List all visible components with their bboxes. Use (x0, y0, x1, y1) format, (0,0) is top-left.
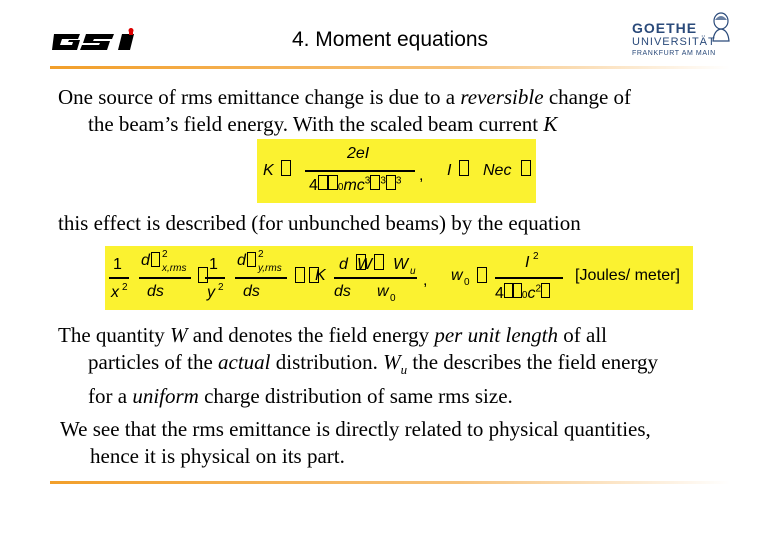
paragraph-1 (58, 84, 748, 138)
text-segment: for a (88, 384, 133, 409)
text-segment: the beam’s field energy. With the scaled beam current (88, 112, 544, 136)
eq-subscript: 0 (390, 293, 396, 304)
text-segment: One source of rms emittance change is due to a (58, 85, 461, 109)
missing-glyph-icon (151, 252, 160, 267)
text-segment: of all (558, 323, 607, 347)
eq-units: [Joules/ meter] (575, 267, 680, 284)
text-segment: distribution. (270, 350, 384, 374)
symbol-subscript: u (400, 362, 408, 378)
paragraph-3 (58, 322, 748, 410)
eq-one: 1 (209, 256, 218, 273)
goethe-logo-name: GOETHE (632, 20, 698, 36)
eq-x: x (111, 284, 119, 301)
page-title: 4. Moment equations (291, 28, 489, 51)
text-emphasis: actual (218, 350, 271, 374)
eq-subscript: y,rms (258, 263, 282, 274)
text-segment: hence it is physical on its part. (90, 444, 345, 468)
missing-glyph-icon (281, 160, 291, 176)
fraction-bar (305, 170, 415, 172)
missing-glyph-icon (374, 254, 384, 270)
goethe-university-logo (632, 10, 732, 66)
text-segment: The quantity (58, 323, 170, 347)
eq-symbol-K: K (263, 162, 274, 179)
text-segment: change of (543, 85, 632, 109)
missing-glyph-icon (504, 283, 513, 298)
eq-superscript: 2 (218, 282, 224, 293)
missing-glyph-icon (318, 175, 328, 190)
den-part: c (527, 285, 536, 302)
eq-W: W (357, 256, 373, 273)
den-superscript: 3 (364, 175, 371, 187)
fraction-bar (355, 277, 417, 279)
missing-glyph-icon (513, 283, 522, 298)
missing-glyph-icon (198, 267, 208, 283)
eq-w0: w (377, 283, 389, 300)
fraction-bar (139, 277, 191, 279)
eq-symbol-I: I (447, 162, 452, 179)
goethe-logo-city: FRANKFURT AM MAIN (632, 50, 716, 57)
eq-numerator: 2eI (347, 145, 370, 162)
missing-glyph-icon (521, 160, 531, 176)
eq-one: 1 (113, 256, 122, 273)
den-superscript: 3 (395, 175, 402, 187)
symbol-W: W (169, 323, 188, 347)
text-segment: the describes the field energy (407, 350, 659, 374)
eq-w0: w (451, 267, 463, 284)
eq-ds: ds (147, 283, 164, 300)
equation-emittance-change (105, 246, 693, 310)
fraction-bar (205, 277, 225, 279)
text-emphasis: uniform (132, 384, 199, 409)
text-segment: charge distribution of same rms size. (198, 384, 513, 409)
equation-scaled-current (257, 139, 536, 203)
text-segment: We see that the rms emittance is directly related to physical quantities, (60, 417, 651, 441)
symbol-Wu: W (383, 350, 401, 374)
den-superscript: 3 (380, 175, 386, 187)
missing-glyph-icon (477, 267, 487, 283)
eq-superscript: 2 (258, 249, 264, 260)
text-segment: particles of the (88, 350, 219, 374)
eq-subscript: 0 (464, 277, 470, 288)
eq-I: I (525, 254, 530, 271)
den-subscript: 0 (521, 290, 528, 301)
den-part: 4 (495, 285, 504, 302)
eq-symbol-K: K (315, 267, 326, 284)
fraction-bar (235, 277, 287, 279)
footer-divider (50, 481, 730, 484)
fraction-bar (495, 277, 563, 279)
den-part: mc (343, 177, 365, 194)
eq-superscript: 2 (122, 282, 128, 293)
text-emphasis: per unit length (434, 323, 559, 347)
eq-ds: ds (334, 283, 351, 300)
den-subscript: 0 (337, 182, 344, 193)
goethe-portrait-icon (710, 12, 732, 42)
den-superscript: 2 (535, 283, 542, 295)
eq-superscript: 2 (162, 249, 168, 260)
paragraph-2: this effect is described (for unbunched beams) by the equation (58, 211, 581, 235)
missing-glyph-icon (459, 160, 469, 176)
missing-glyph-icon (328, 175, 338, 190)
missing-glyph-icon (247, 252, 256, 267)
eq-d: d (141, 252, 150, 269)
eq-Wu: W (393, 256, 409, 273)
header-divider (50, 66, 730, 69)
paragraph-4 (60, 416, 750, 470)
eq-d: d (339, 256, 348, 273)
eq-subscript: u (410, 266, 416, 277)
goethe-logo-university: UNIVERSITÄT (632, 36, 716, 48)
den-part: 4 (309, 177, 318, 194)
eq-ds: ds (243, 283, 260, 300)
eq-comma: , (419, 167, 424, 184)
eq-denominator (309, 175, 401, 195)
missing-glyph-icon (370, 175, 380, 190)
missing-glyph-icon (386, 175, 396, 190)
symbol-K: K (543, 112, 558, 136)
text-segment: and denotes the field energy (187, 323, 435, 347)
eq-y: y (207, 284, 215, 301)
fraction-bar (334, 277, 356, 279)
eq-comma: , (423, 272, 428, 289)
eq-rhs: Nec (483, 162, 512, 179)
eq-denominator (495, 283, 550, 303)
missing-glyph-icon (541, 283, 550, 298)
eq-d: d (237, 252, 246, 269)
eq-subscript: x,rms (162, 263, 187, 274)
fraction-bar (109, 277, 129, 279)
eq-superscript: 2 (533, 251, 539, 262)
missing-glyph-icon (295, 267, 305, 283)
text-emphasis: reversible (460, 85, 544, 109)
